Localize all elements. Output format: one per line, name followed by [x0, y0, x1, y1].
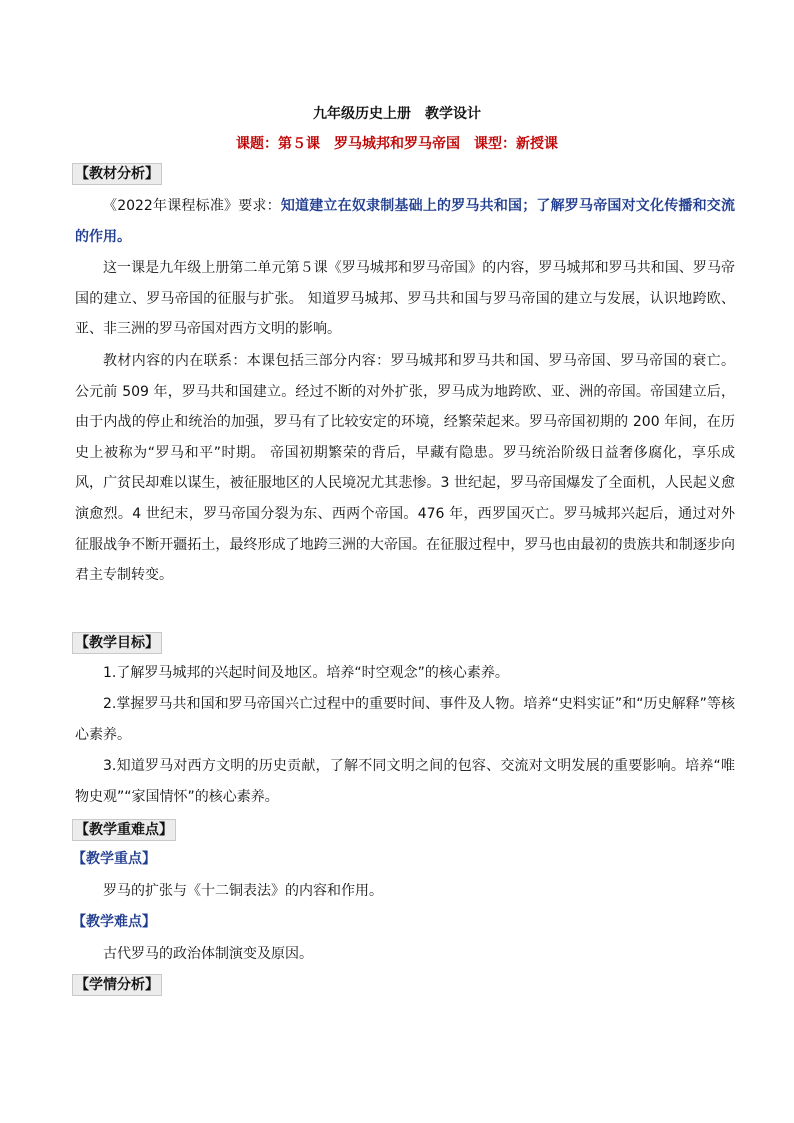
goal-item-2: 2.掌握罗马共和国和罗马帝国兴亡过程中的重要时间、事件及人物。培养“史料实证”和“历史解释”等核心素养。 [75, 696, 735, 743]
subsection-key-points: 【教学重点】 [72, 851, 156, 867]
difficult-points-text: 古代罗马的政治体制演变及原因。 [103, 946, 313, 962]
lesson-overview-paragraph: 这一课是九年级上册第二单元第５课《罗马城邦和罗马帝国》的内容，罗马城邦和罗马共和国、罗马帝国的建立、罗马帝国的征服与扩张。 知道罗马城邦、罗马共和国与罗马帝国的建立与发展，认识地跨欧、亚、非三洲的罗马帝国对西方文明的影响。 [75, 260, 735, 338]
subsection-difficult-points: 【教学难点】 [72, 914, 156, 930]
standard-highlight: 知道建立在奴隶制基础上的罗马共和国；了解罗马帝国对文化传播和交流的作用。 [75, 198, 735, 245]
goal-item-3: 3.知道罗马对西方文明的历史贡献，了解不同文明之间的包容、交流对文明发展的重要影响。培养“唯物史观”“家国情怀”的核心素养。 [75, 758, 735, 805]
goal-item-1: 1.了解罗马城邦的兴起时间及地区。培养“时空观念”的核心素养。 [103, 665, 509, 681]
section-tag-teaching-goals: 【教学目标】 [72, 632, 162, 654]
section-tag-material-analysis: 【教材分析】 [72, 163, 162, 185]
standard-prefix: 《2022年课程标准》要求： [103, 198, 281, 214]
key-points-text: 罗马的扩张与《十二铜表法》的内容和作用。 [103, 883, 383, 899]
content-connection-paragraph: 教材内容的内在联系：本课包括三部分内容：罗马城邦和罗马共和国、罗马帝国、罗马帝国的衰亡。 公元前 509 年，罗马共和国建立。经过不断的对外扩张，罗马成为地跨欧、亚、洲的帝国。帝国建立后，由于内战的停止和统治的加强，罗马有了比较安定的环境，经繁荣起来。罗马帝国初期的 200 年间，在历史上被称为“罗马和平”时期。 帝国初期繁荣的背后，早藏有隐患。罗马统治阶级日益奢侈腐化，享乐成风，广贫民却难以谋生，被征服地区的人民境况尤其悲惨。3 世纪起，罗马帝国爆发了全面机，人民起义愈演愈烈。4 世纪末，罗马帝国分裂为东、西两个帝国。476 年，西罗国灭亡。罗马城邦兴起后，通过对外征服战争不断开疆拓土，最终形成了地跨三洲的大帝国。在征服过程中，罗马也由最初的贵族共和制逐步向君主专制转变。 [75, 353, 735, 584]
document-title: 九年级历史上册 教学设计 [313, 106, 481, 122]
section-tag-key-difficult-points: 【教学重难点】 [72, 819, 176, 841]
curriculum-standard-paragraph [75, 191, 735, 252]
lesson-info-line: 课题：第５课 罗马城邦和罗马帝国 课型：新授课 [236, 136, 558, 152]
section-tag-student-analysis: 【学情分析】 [72, 974, 162, 996]
